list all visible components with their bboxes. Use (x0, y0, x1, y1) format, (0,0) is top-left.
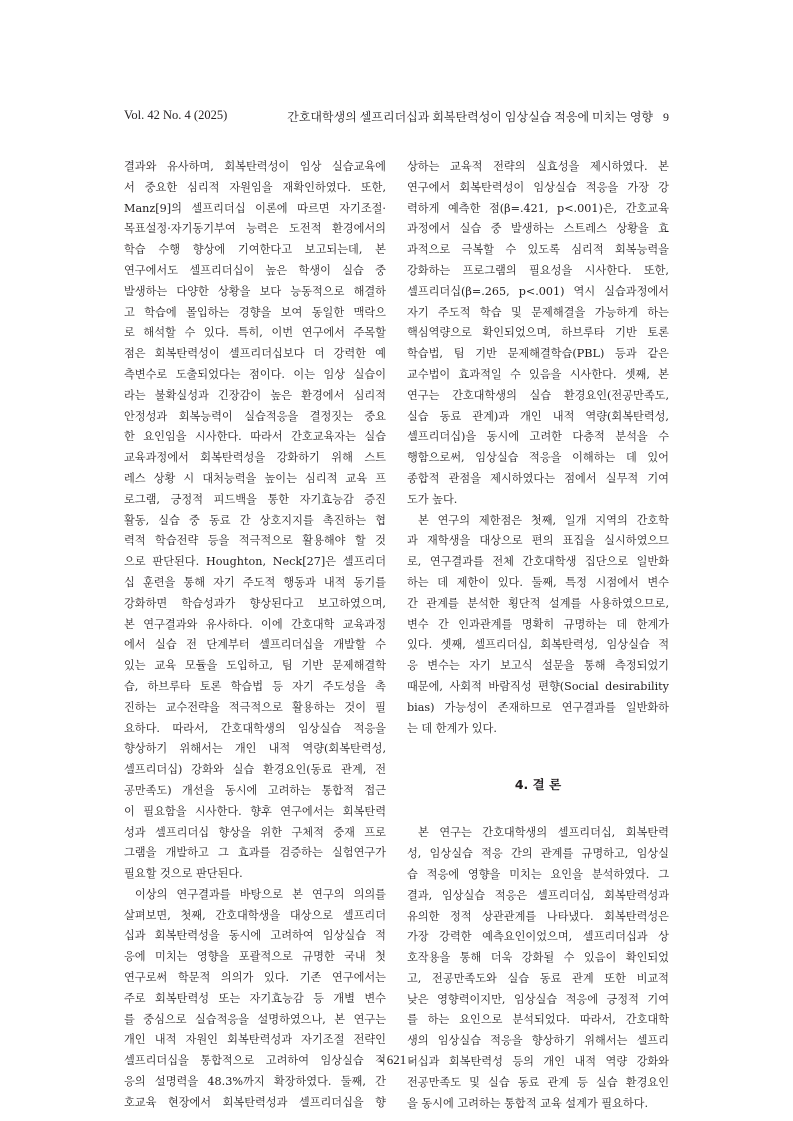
text-line: 때문에, 사회적 바람직성 편향(Social desirability (407, 679, 669, 693)
text-line: 결과, 임상실습 적응은 셀프리더십, 회복탄력성과 (407, 888, 669, 902)
text-line: 발생하는 다양한 상황을 보다 능동적으로 해결하 (124, 284, 386, 298)
text-line: 교수법이 효과적일 수 있음을 시사한다. 셋째, 본 (407, 367, 669, 381)
text-line: 으로 판단된다. Houghton, Neck[27]은 셀프리더 (124, 555, 386, 569)
text-line: 주로 회복탄력성 또는 자기효능감 등 개별 변수 (124, 991, 386, 1005)
header-page-number: 9 (663, 110, 669, 124)
text-line: 과 재학생을 대상으로 편의 표집을 실시하였으므 (407, 534, 669, 548)
text-line: 살펴보면, 첫째, 간호대학생을 대상으로 셀프리더 (124, 908, 386, 922)
text-line: Manz[9]의 셀프리더십 이론에 따르면 자기조절· (124, 201, 386, 215)
text-line: 연구에서도 셀프리더십이 높은 학생이 실습 중 (124, 263, 386, 277)
text-line: 간 관계를 분석한 횡단적 설계를 사용하였으므로, (407, 596, 669, 610)
text-line: 유의한 정적 상관관계를 나타냈다. 회복탄력성은 (407, 909, 669, 923)
text-line: 성과 셀프리더십 향상을 위한 구체적 중재 프로 (124, 825, 386, 839)
text-line: 호작용을 통해 더욱 강화될 수 있음이 확인되었 (407, 951, 669, 965)
text-line: 안정성과 회복능력이 실습적응을 결정짓는 중요 (124, 409, 386, 423)
text-line: 셀프리더십을 통합적으로 고려하여 임상실습 적 (124, 1054, 386, 1068)
text-line: 본 연구결과와 유사하다. 이에 간호대학 교육과정 (124, 617, 386, 631)
text-line: 호교육 현장에서 회복탄력성과 셀프리더십을 향 (124, 1095, 386, 1109)
text-line: 더십과 회복탄력성 등의 개인 내적 역량 강화와 (407, 1055, 669, 1069)
text-line: 과정에서 실습 중 발생하는 스트레스 상황을 효 (407, 222, 669, 236)
text-line: 변수 간 인과관계를 명확히 규명하는 데 한계가 (407, 617, 669, 631)
text-line: 에서 실습 전 단계부터 셀프리더십을 개발할 수 (124, 638, 386, 652)
text-line: 습 적응에 영향을 미치는 요인을 분석하였다. 그 (407, 867, 669, 881)
text-line: 강화하면 학습성과가 향상된다고 보고하였으며, (124, 596, 386, 610)
text-line: 이상의 연구결과를 바탕으로 본 연구의 의의를 (135, 887, 386, 901)
journal-volume: Vol. 42 No. 4 (2025) (124, 108, 228, 122)
text-line: 결과와 유사하며, 회복탄력성이 임상 실습교육에 (124, 160, 386, 173)
text-line: 본 연구의 제한점은 첫째, 일개 지역의 간호학 (418, 513, 669, 527)
text-line: 력적 학습전략 등을 적극적으로 활용해야 할 것 (124, 534, 386, 548)
running-title: 간호대학생의 셀프리더십과 회복탄력성이 임상실습 적응에 미치는 영향 (287, 110, 653, 124)
text-line: 핵심역량으로 확인되었으며, 하브루타 기반 토론 (407, 326, 669, 340)
text-line: 라는 불확실성과 긴장감이 높은 환경에서 심리적 (124, 388, 386, 402)
text-line: 고, 전공만족도와 실습 동료 관계 또한 비교적 (407, 971, 669, 985)
text-line: 한 요인임을 시사한다. 따라서 간호교육자는 실습 (124, 430, 386, 444)
text-line: 개인 내적 자원인 회복탄력성과 자기조절 전략인 (124, 1033, 386, 1047)
text-line: 을 동시에 고려하는 통합적 교육 설계가 필요하다. (407, 1096, 649, 1110)
text-line: 가장 강력한 예측요인이었으며, 셀프리더십과 상 (407, 930, 669, 944)
text-line: 연구에서 회복탄력성이 임상실습 적응을 가장 강 (407, 180, 669, 194)
text-line: 측변수로 도출되었다는 점이다. 이는 임상 실습이 (124, 367, 386, 381)
section-spacer (407, 739, 669, 775)
text-line: 이 필요함을 시사한다. 향후 연구에서는 회복탄력 (124, 804, 386, 818)
text-line: 성, 임상실습 적응 간의 관계를 규명하고, 임상실 (407, 847, 669, 861)
text-line: 학습 수행 향상에 기여한다고 보고되는데, 본 (124, 243, 386, 257)
text-line: 종합적 관점을 제시하였다는 점에서 실무적 기여 (407, 471, 669, 485)
text-line: 목표설정·자기동기부여 능력은 도전적 환경에서의 (124, 222, 386, 236)
text-line: 전공만족도 및 실습 동료 관계 등 실습 환경요인 (407, 1075, 669, 1089)
text-line: 레스 상황 시 대처능력을 높이는 심리적 교육 프 (124, 471, 386, 485)
text-line: 있다. 셋째, 셀프리더십, 회복탄력성, 임상실습 적 (407, 638, 669, 652)
text-line: 학습법, 팀 기반 문제해결학습(PBL) 등과 같은 (407, 347, 669, 361)
text-line: 있는 교육 모듈을 도입하고, 팀 기반 문제해결학 (124, 659, 386, 673)
running-header (124, 108, 669, 126)
text-line: 향상하기 위해서는 개인 내적 역량(회복탄력성, (124, 742, 386, 756)
text-line: 요하다. 따라서, 간호대학생의 임상실습 적응을 (124, 721, 386, 735)
text-line: 도가 높다. (407, 492, 458, 506)
text-line: 과적으로 극복할 수 있도록 심리적 회복능력을 (407, 243, 669, 257)
right-column (407, 157, 669, 1114)
left-column (124, 157, 386, 1114)
text-line: 고 학습에 몰입하는 경향을 보여 동일한 맥락으 (124, 305, 386, 319)
text-line: 활동, 실습 중 동료 간 상호지지를 촉진하는 협 (124, 513, 386, 527)
text-line: 셀프리더십(β=.265, p<.001) 역시 실습과정에서 (407, 284, 669, 298)
text-line: 자기 주도적 학습 및 문제해결을 가능하게 하는 (407, 305, 669, 319)
text-line: 연구로써 학문적 의의가 있다. 기존 연구에서는 (124, 971, 386, 985)
text-line: 습, 하브루타 토론 학습법 등 자기 주도성을 촉 (124, 679, 386, 693)
text-line: 응 변수는 자기 보고식 설문을 통해 측정되었기 (407, 659, 669, 673)
text-line: 진하는 교수전략을 적극적으로 활용하는 것이 필 (124, 700, 386, 714)
text-line: 점은 회복탄력성이 셀프리더십보다 더 강력한 예 (124, 347, 386, 361)
text-line: 응의 설명력을 48.3%까지 확장하였다. 둘째, 간 (124, 1075, 386, 1089)
page-footer: - 621 - (379, 1052, 414, 1067)
text-line: 십 훈련을 통해 자기 주도적 행동과 내적 동기를 (124, 575, 386, 589)
text-line: 실습 동료 관계)과 개인 내적 역량(회복탄력성, (407, 409, 669, 423)
text-line: 상하는 교육적 전략의 실효성을 제시하였다. 본 (407, 160, 669, 173)
text-line: 로 해석할 수 있다. 특히, 이번 연구에서 주목할 (124, 326, 386, 340)
text-line: 력하게 예측한 점(β=.421, p<.001)은, 간호교육 (407, 201, 669, 215)
text-line: 낮은 영향력이지만, 임상실습 적응에 긍정적 기여 (407, 992, 669, 1006)
text-line: 셀프리더십) 강화와 실습 환경요인(동료 관계, 전 (124, 763, 386, 777)
text-line: 십과 회복탄력성을 동시에 고려하여 임상실습 적 (124, 929, 386, 943)
text-line: 강화하는 프로그램의 필요성을 시사한다. 또한, (407, 263, 669, 277)
text-line: 행함으로써, 임상실습 적응을 이해하는 데 있어 (407, 451, 669, 465)
text-line: 연구는 간호대학생의 실습 환경요인(전공만족도, (407, 388, 669, 402)
text-line: 교육과정에서 회복탄력성을 강화하기 위해 스트 (124, 451, 386, 465)
text-line: 로, 연구결과를 전체 간호대학생 집단으로 일반화 (407, 555, 669, 569)
text-line: 하는 데 제한이 있다. 둘째, 특정 시점에서 변수 (407, 575, 669, 589)
section-spacer (407, 795, 669, 823)
text-line: 셀프리더십)을 동시에 고려한 다층적 분석을 수 (407, 430, 669, 444)
text-line: 응에 미치는 영향을 포괄적으로 규명한 국내 첫 (124, 950, 386, 964)
text-line: 를 하는 요인으로 분석되었다. 따라서, 간호대학 (407, 1013, 669, 1027)
text-line: 그램을 개발하고 그 효과를 검증하는 실험연구가 (124, 846, 386, 860)
text-line: 필요할 것으로 판단된다. (124, 867, 243, 881)
text-line: 공만족도) 개선을 동시에 고려하는 통합적 접근 (124, 783, 386, 797)
text-line: 서 중요한 심리적 자원임을 재확인하였다. 또한, (124, 180, 386, 194)
text-line: 생의 임상실습 적응을 향상하기 위해서는 셀프리 (407, 1034, 669, 1048)
running-title-group (287, 108, 669, 125)
section-heading: 4. 결 론 (514, 777, 562, 793)
text-line: 를 중심으로 실습적응을 설명하였으나, 본 연구는 (124, 1012, 386, 1026)
text-line: bias) 가능성이 존재하므로 연구결과를 일반화하 (407, 700, 669, 714)
text-line: 는 데 한계가 있다. (407, 721, 497, 735)
text-line: 로그램, 긍정적 피드백을 통한 자기효능감 증진 (124, 492, 386, 506)
text-line: 본 연구는 간호대학생의 셀프리더십, 회복탄력 (418, 826, 669, 840)
